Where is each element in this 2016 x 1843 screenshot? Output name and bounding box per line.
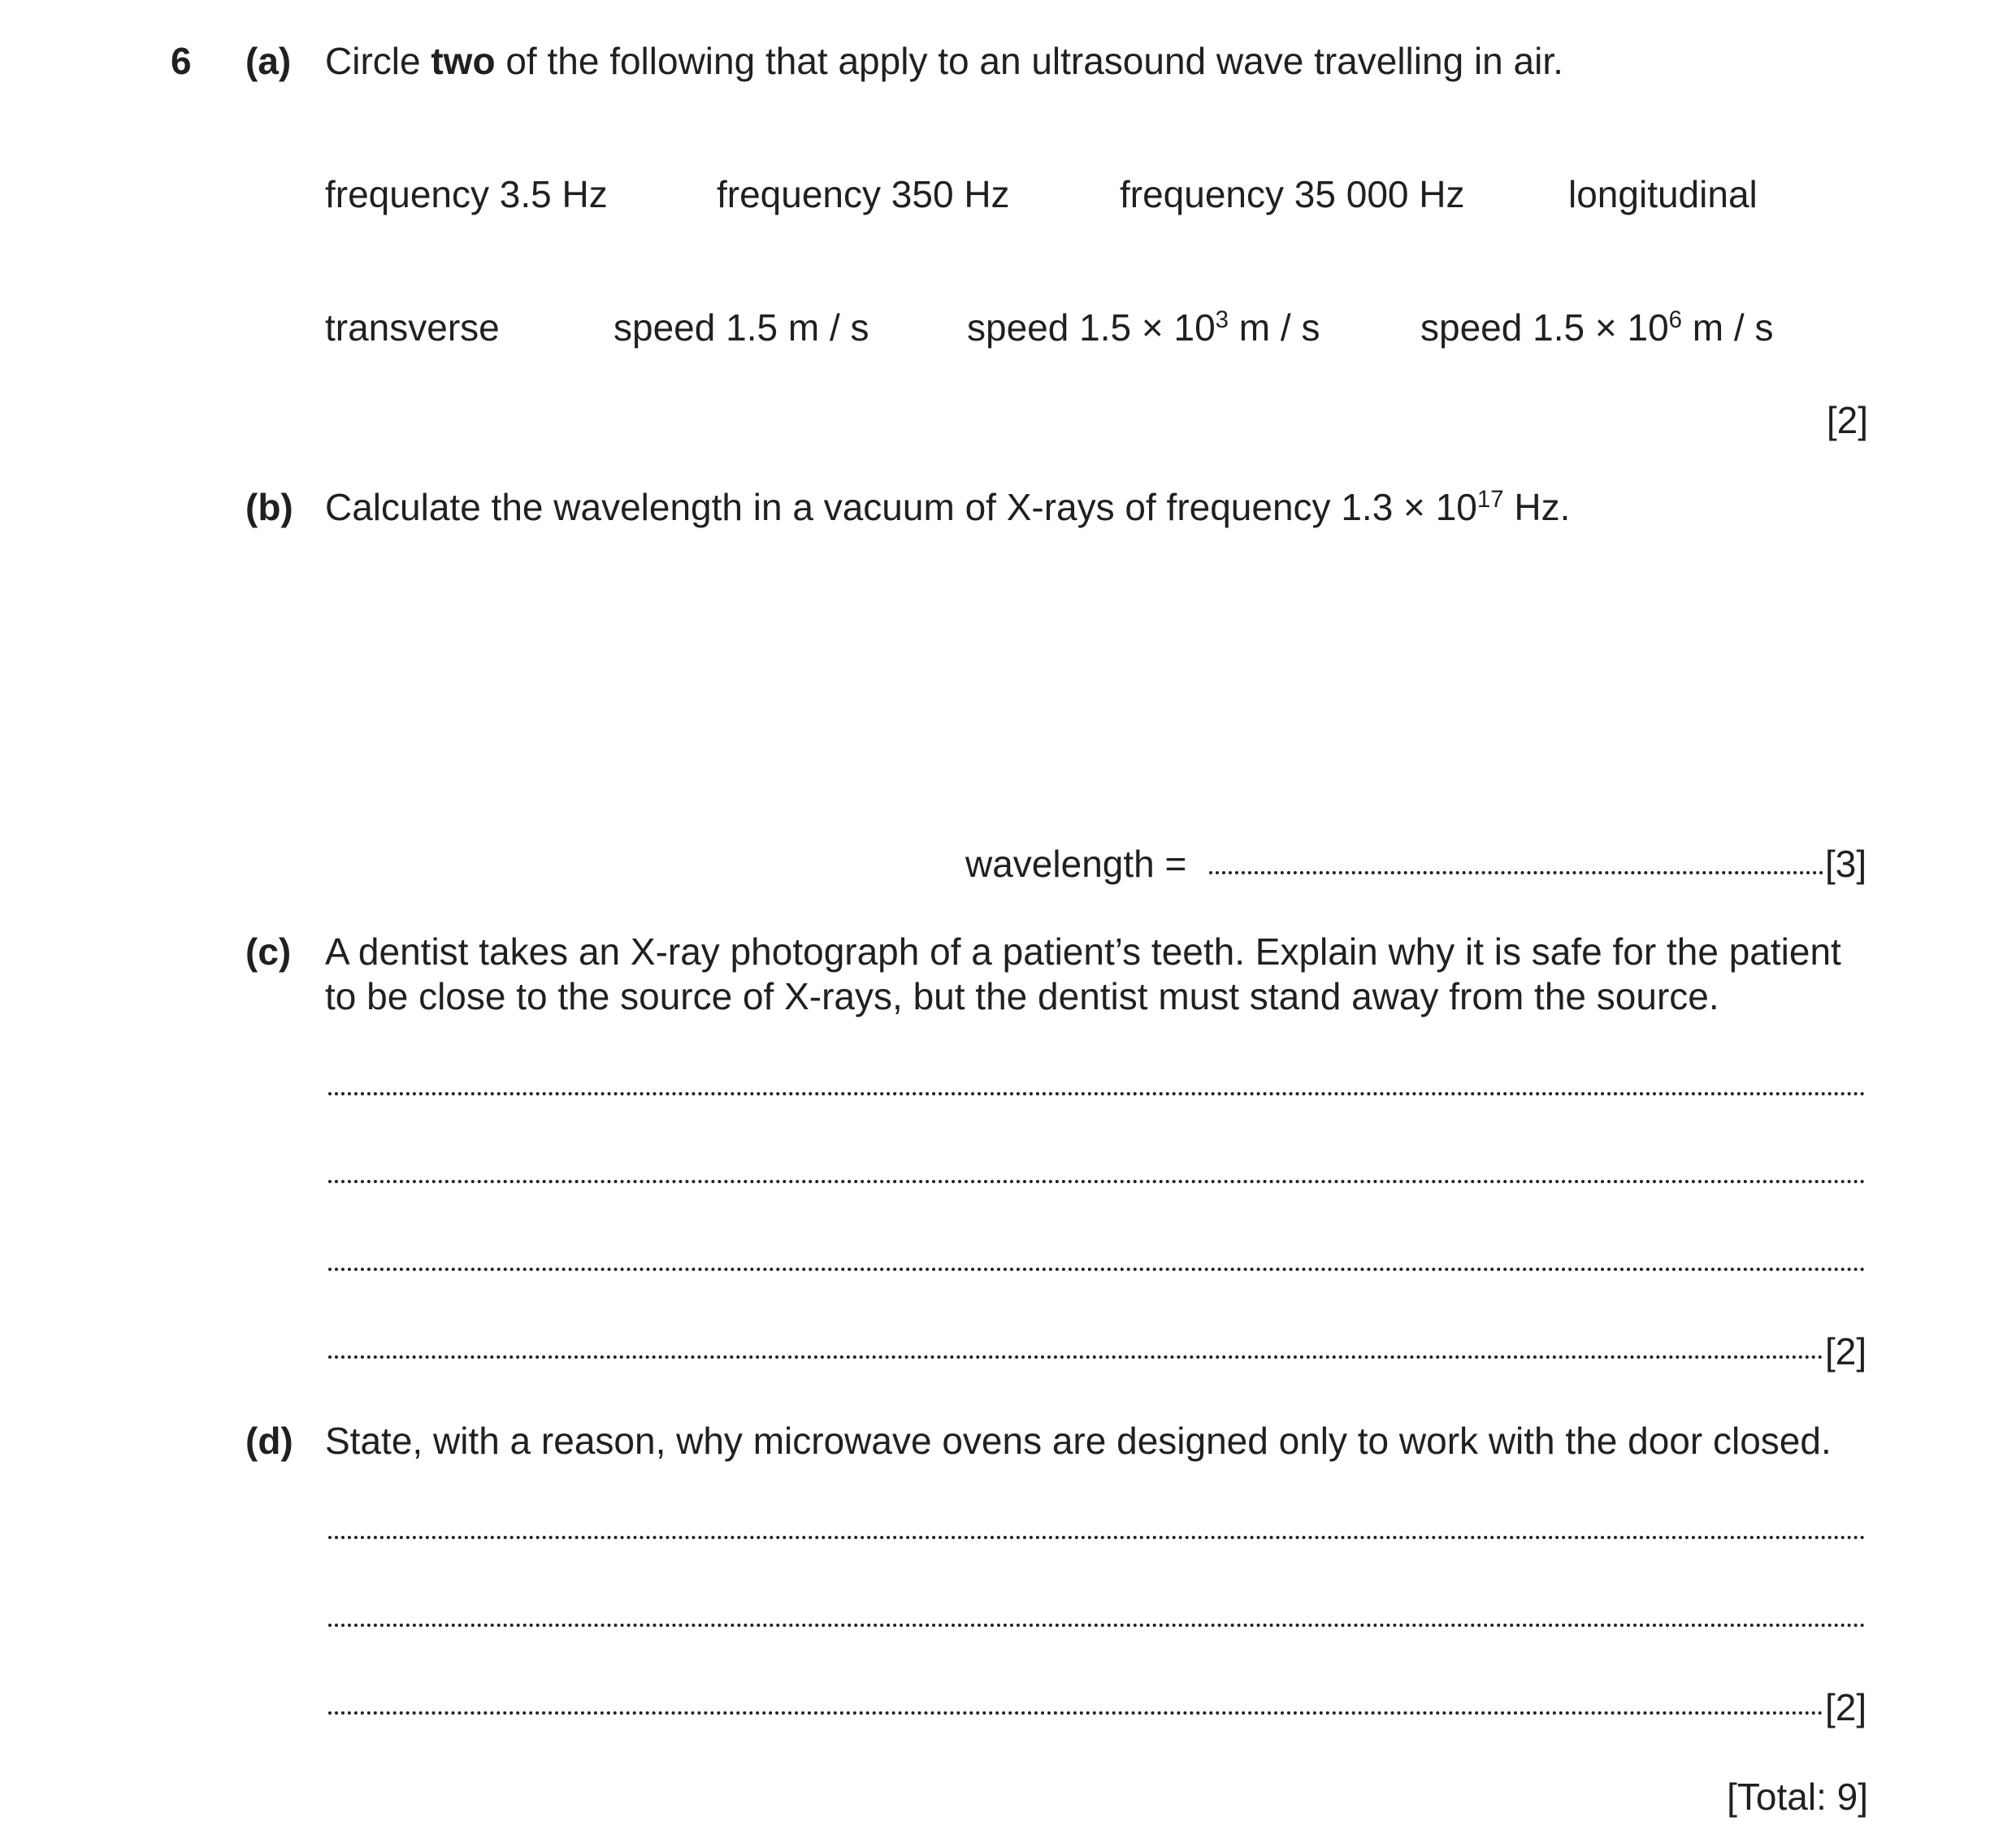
part-b-prompt-exponent: 17 <box>1476 485 1504 513</box>
option-speed-1-5e6-base: speed 1.5 × 10 <box>1420 306 1669 349</box>
part-a-prompt-post: of the following that apply to an ultrasound wave travelling in air. <box>495 40 1563 82</box>
option-speed-1-5e3-exponent: 3 <box>1215 306 1229 333</box>
part-c-label: (c) <box>245 930 292 973</box>
part-d-answer-line-2[interactable] <box>328 1624 1866 1627</box>
part-b-prompt-pre: Calculate the wavelength in a vacuum of X-rays of frequency 1.3 × 10 <box>325 486 1477 528</box>
option-speed-1-5e6[interactable] <box>1420 306 1774 349</box>
question-number: 6 <box>171 40 192 82</box>
option-speed-1-5[interactable] <box>613 306 869 349</box>
option-frequency-35000-hz[interactable]: frequency 35 000 Hz <box>1120 173 1465 215</box>
option-speed-1-5-text: speed 1.5 m / s <box>613 306 869 349</box>
option-speed-1-5e6-exponent: 6 <box>1668 306 1683 333</box>
wavelength-answer-line[interactable] <box>1209 871 1823 874</box>
part-b-label: (b) <box>245 486 293 528</box>
part-a-marks: [2] <box>1826 399 1868 441</box>
part-a-prompt <box>325 42 1563 80</box>
option-speed-1-5e3-base: speed 1.5 × 10 <box>967 306 1216 349</box>
total-marks: [Total: 9] <box>1727 1776 1868 1818</box>
wavelength-label: wavelength = <box>965 843 1187 885</box>
part-c-prompt-line-1: A dentist takes an X-ray photograph of a patient’s teeth. Explain why it is safe for the patient <box>325 930 1841 973</box>
part-c-answer-line-3[interactable] <box>328 1268 1866 1271</box>
part-c-answer-line-1[interactable] <box>328 1092 1866 1095</box>
part-a-label: (a) <box>245 40 292 82</box>
option-speed-1-5e6-unit: m / s <box>1682 306 1774 349</box>
part-d-marks: [2] <box>1825 1686 1867 1728</box>
part-c-answer-line-2[interactable] <box>328 1180 1866 1183</box>
part-c-answer-line-4[interactable] <box>328 1355 1823 1359</box>
part-d-answer-line-3[interactable] <box>328 1711 1823 1715</box>
part-b-marks: [3] <box>1825 843 1867 885</box>
part-c-marks: [2] <box>1825 1330 1867 1372</box>
part-d-label: (d) <box>245 1420 293 1462</box>
part-b-prompt-post: Hz. <box>1503 486 1571 528</box>
option-frequency-350-hz[interactable]: frequency 350 Hz <box>717 173 1010 215</box>
part-b-prompt <box>325 485 1571 528</box>
option-frequency-3-5-hz[interactable]: frequency 3.5 Hz <box>325 173 608 215</box>
option-transverse[interactable] <box>325 306 500 349</box>
part-a-prompt-pre: Circle <box>325 40 431 82</box>
option-transverse-text: transverse <box>325 306 500 349</box>
part-a-prompt-bold: two <box>431 40 496 82</box>
part-d-prompt: State, with a reason, why microwave ovens are designed only to work with the door closed. <box>325 1420 1832 1462</box>
option-speed-1-5e3[interactable] <box>967 306 1320 349</box>
option-speed-1-5e3-unit: m / s <box>1229 306 1320 349</box>
part-d-answer-line-1[interactable] <box>328 1536 1866 1539</box>
part-c-prompt-line-2: to be close to the source of X-rays, but the dentist must stand away from the source. <box>325 975 1719 1017</box>
option-longitudinal[interactable]: longitudinal <box>1568 173 1758 215</box>
